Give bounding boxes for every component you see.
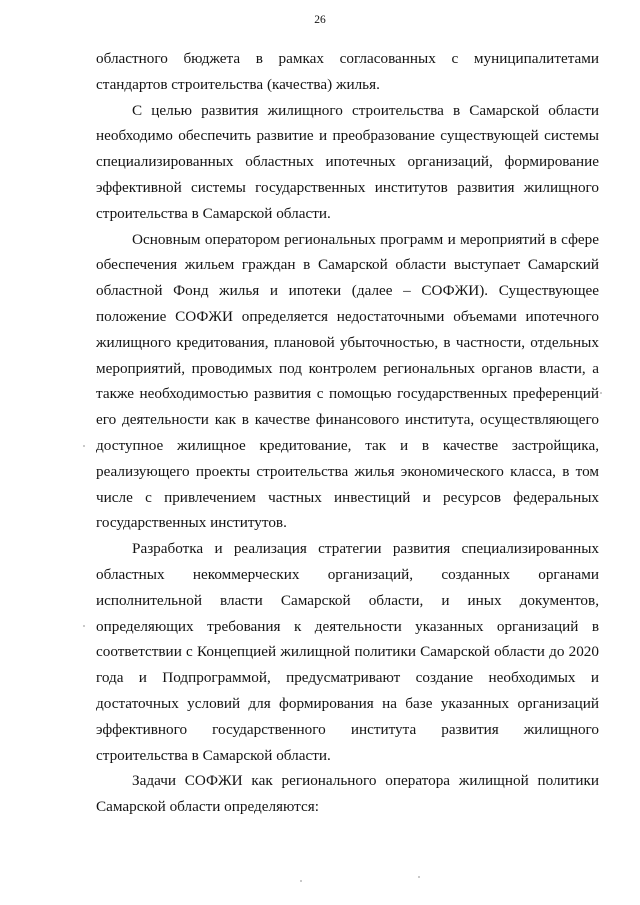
text-line: его деятельности как в качестве финансового института, осуществляющего [96, 411, 599, 429]
text-line: реализующего проекты строительства жилья экономического класса, в том [96, 462, 599, 480]
text-line: обеспечения жильем граждан в Самарской области выступает Самарский [96, 256, 599, 274]
text-line: специализированных областных ипотечных организаций, формирование [96, 153, 599, 171]
page-number: 26 [314, 14, 326, 26]
text-line: Основным оператором региональных программ и мероприятий в сфере [132, 230, 599, 248]
text-line: областных некоммерческих организаций, созданных органами [96, 565, 599, 583]
scan-speck [83, 625, 85, 627]
text-line: соответствии с Концепцией жилищной политики Самарской области до 2020 [96, 643, 599, 661]
text-line: С целью развития жилищного строительства в Самарской области [132, 101, 599, 119]
text-line: Самарской области определяются: [96, 798, 319, 816]
paragraph-sofzhi-operator [96, 227, 599, 537]
text-line: Разработка и реализация стратегии развития специализированных [132, 540, 599, 558]
text-line: числе с привлечением частных инвестиций и ресурсов федеральных [96, 488, 599, 506]
paragraph-strategy [96, 536, 599, 768]
text-line: эффективного государственного института развития жилищного [96, 720, 599, 738]
text-line: также необходимостью развития с помощью государственных преференций [96, 385, 599, 403]
text-line: стандартов строительства (качества) жилья. [96, 75, 380, 93]
text-line: мероприятий, проводимых под контролем региональных органов власти, а [96, 359, 599, 377]
text-line: года и Подпрограммой, предусматривают создание необходимых и [96, 669, 599, 687]
text-line: эффективной системы государственных институтов развития жилищного [96, 178, 599, 196]
text-line: доступное жилищное кредитование, так и в качестве застройщика, [96, 436, 599, 454]
text-line: необходимо обеспечить развитие и преобразование существующей системы [96, 127, 599, 145]
text-line: государственных институтов. [96, 514, 287, 532]
text-line: жилищного кредитования, плановой убыточностью, в частности, отдельных [96, 333, 599, 351]
text-line: областного бюджета в рамках согласованных с муниципалитетами [96, 50, 599, 67]
text-line: областной Фонд жилья и ипотеки (далее – СОФЖИ). Существующее [96, 282, 599, 300]
paragraph-housing-development [96, 98, 599, 227]
body-text [96, 46, 599, 820]
scan-speck [83, 445, 85, 447]
text-line: положение СОФЖИ определяется недостаточными объемами ипотечного [96, 307, 599, 325]
scan-speck [418, 876, 420, 878]
text-line: строительства в Самарской области. [96, 746, 331, 764]
text-line: определяющих требования к деятельности указанных организаций в [96, 617, 599, 635]
text-line: достаточных условий для формирования на базе указанных организаций [96, 694, 599, 712]
text-line: строительства в Самарской области. [96, 204, 331, 222]
scan-speck [600, 392, 602, 394]
paragraph-budget-standards [96, 46, 599, 98]
text-line: Задачи СОФЖИ как регионального оператора жилищной политики [132, 772, 599, 790]
scan-speck [300, 880, 302, 882]
paragraph-sofzhi-tasks [96, 768, 599, 820]
text-line: исполнительной власти Самарской области, и иных документов, [96, 591, 599, 609]
